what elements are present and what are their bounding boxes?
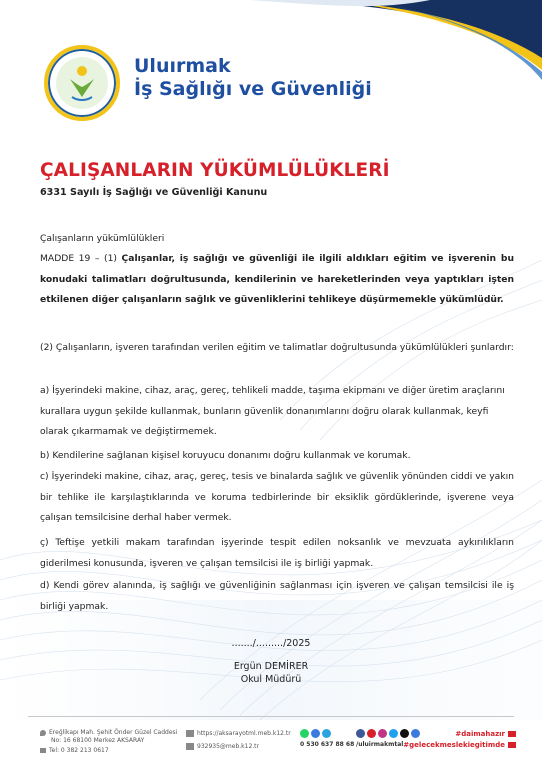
paragraph-2-intro: (2) Çalışanların, işveren tarafından verilen eğitim ve talimatlar doğrultusunda yükümlülükleri şunlardır: [40,342,514,353]
phone-icon [40,748,46,753]
date-placeholder: ......./........./2025 [231,638,311,649]
globe-icon [186,730,194,737]
madde-19-paragraph [40,249,514,311]
document-title: ÇALIŞANLARIN YÜKÜMLÜLÜKLERİ [40,160,390,181]
hashtag-1 [455,730,516,738]
logo-figure-icon [56,57,108,109]
mail-icon [186,743,194,750]
address-line-1: Ereğlikapı Mah. Şehit Önder Güzel Caddesi [49,729,178,736]
item-a: a) İşyerindeki makine, cihaz, araç, gereç, tehlikeli madde, taşıma ekipmanı ve diğer üretim araçlarını kurallara uygun şekilde kullanmak, bunların güvenlik donanımlarını doğru olarak kullanmak, keyfi olarak çıkarmamak ve değiştirmemek. [40,385,505,437]
document-subtitle: 6331 Sayılı İş Sağlığı ve Güvenliği Kanunu [40,187,268,198]
item-b: b) Kendilerine sağlanan kişisel koruyucu donanımı doğru kullanmak ve korumak. [40,450,411,461]
website-text[interactable]: https://aksarayotml.meb.k12.tr [197,730,291,737]
telegram-icon[interactable] [322,729,331,738]
hashtag-1-text: #daimahazır [455,730,505,738]
footer-email[interactable] [186,743,259,751]
flag-icon [508,742,516,748]
brand-line-1: Uluırmak [134,55,231,77]
brand-line-2: İş Sağlığı ve Güvenliği [134,78,372,100]
facebook-icon[interactable] [356,729,365,738]
email-text[interactable]: 932935@meb.k12.tr [197,743,259,750]
linkedin-icon[interactable] [411,729,420,738]
phone-text: Tel: 0 382 213 0617 [49,747,109,754]
signature-block [0,660,542,686]
item-c: c) İşyerindeki makine, cihaz, araç, gereç, tesis ve binalarda sağlık ve güvenlik yönünden ciddi ve yakın bir tehlike ile karşılaştıklarında ve koruma tedbirlerinde bir eksiklik gördüklerinde, işverene veya çalışan temsilcisine derhal haber vermek. [40,471,514,523]
location-icon [40,730,46,736]
x-icon[interactable] [400,729,409,738]
instagram-icon[interactable] [378,729,387,738]
item-cc: ç) Teftişe yetkili makam tarafından işyerinde tespit edilen noksanlık ve mevzuata aykırılıkların giderilmesi konusunda, işveren ve çalışan temsilcisi ile iş birliği yapmak. [40,537,514,569]
social-handle[interactable]: /uluirmakmtal [356,741,404,748]
contact-icons [300,729,331,738]
footer-phone [40,747,109,755]
footer-website[interactable] [186,730,291,738]
hashtag-2-text: #gelecekmeslekiegitimde [403,741,505,749]
hashtag-2 [403,741,516,749]
signer-title: Okul Müdürü [240,674,302,685]
twitter-icon[interactable] [389,729,398,738]
signer-name: Ergün DEMİRER [233,661,309,672]
madde-bold-text: Çalışanlar, iş sağlığı ve güvenliği ile ilgili aldıkları eğitim ve işverenin bu konudaki talimatları doğrultusunda, kendilerinin ve hareketlerinden veya yaptıkları işten etkilenen diğer çalışanların sağlık ve güvenliklerini tehlikeye düşürmemekle yükümlüdür. [40,253,514,305]
social-icons [356,729,420,738]
chat-icon[interactable] [311,729,320,738]
madde-prefix: MADDE 19 – (1) [40,253,122,264]
youtube-icon[interactable] [367,729,376,738]
logo-emblem [56,57,108,109]
whatsapp-number: 0 530 637 88 68 [300,741,355,748]
brand-name [134,55,372,101]
item-d: d) Kendi görev alanında, iş sağlığı ve güvenliğinin sağlanması için işveren ve çalışan temsilcisi ile iş birliği yapmak. [40,580,514,612]
section-heading: Çalışanların yükümlülükleri [40,233,165,244]
address-line-2: No: 16 68100 Merkez AKSARAY [51,737,145,744]
flag-icon [508,731,516,737]
school-logo [44,45,120,121]
footer-divider [28,716,514,717]
whatsapp-icon[interactable] [300,729,309,738]
footer-address [40,729,177,745]
